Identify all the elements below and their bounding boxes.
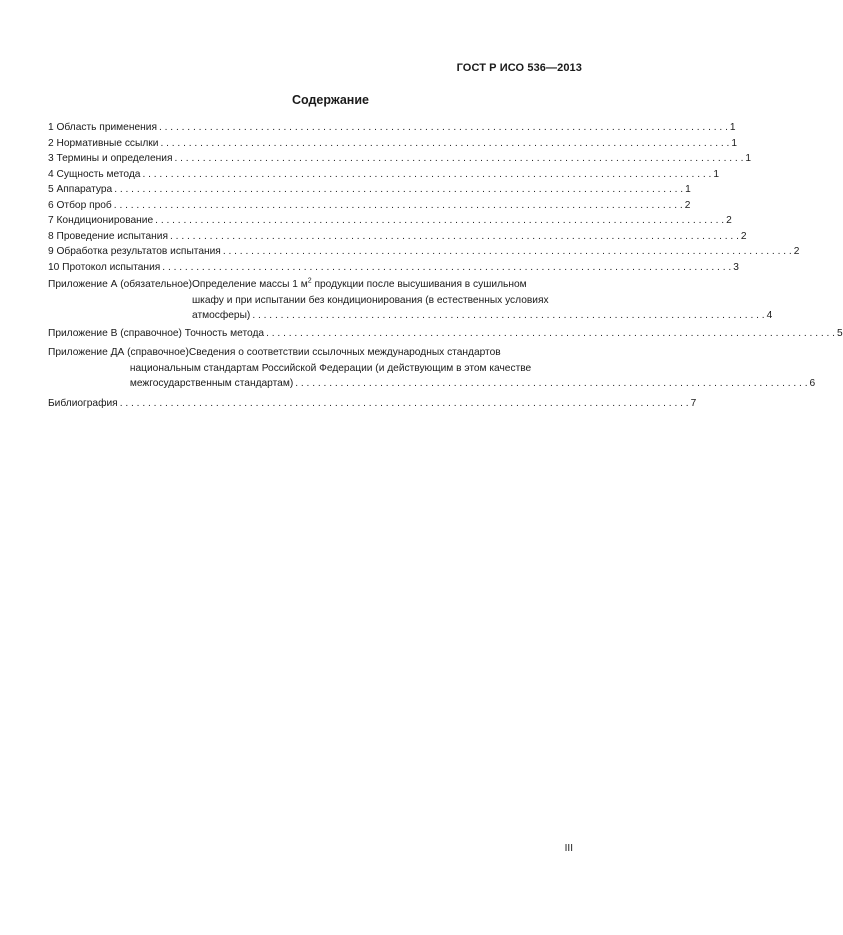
toc-entry-9[interactable]	[48, 244, 800, 260]
toc-entry-page: 1	[713, 168, 720, 180]
appendix-prefix: Приложение ДА (справочное)	[48, 347, 189, 358]
dot-leader	[295, 376, 807, 392]
toc-entry-page: 5	[837, 327, 843, 339]
toc-entry-text: 5 Аппаратура	[48, 184, 113, 195]
toc-appendix-da[interactable]	[48, 345, 816, 392]
dot-leader	[120, 396, 689, 412]
dot-leader	[160, 136, 729, 152]
dot-leader	[266, 326, 835, 342]
appendix-title: Точность метода	[184, 327, 265, 339]
dot-leader	[142, 167, 711, 183]
toc-entry-page: 1	[729, 122, 736, 133]
toc-entry-page: 6	[809, 378, 816, 389]
toc-entry-4[interactable]	[48, 167, 720, 183]
toc-bibliography[interactable]	[48, 396, 697, 412]
appendix-prefix: Приложение В (справочное)	[48, 327, 185, 339]
toc-entry-text: Библиография	[48, 397, 118, 409]
toc-entry-text: 9 Обработка результатов испытания	[48, 246, 221, 257]
appendix-title-line3: атмосферы)	[192, 310, 251, 321]
toc-entry-page: 3	[733, 261, 739, 273]
table-of-contents	[48, 120, 843, 411]
page-title: Содержание	[291, 93, 369, 107]
toc-entry-page: 2	[740, 230, 747, 242]
appendix-title-line1: Сведения о соответствии ссылочных международных стандартов	[188, 347, 501, 358]
toc-entry-text: 10 Протокол испытания	[48, 261, 161, 273]
toc-entry-10[interactable]	[48, 260, 739, 276]
toc-entry-6[interactable]	[48, 198, 691, 214]
appendix-title-line1-rest: продукции после высушивания в сушильном	[311, 279, 527, 290]
appendix-title-line2: шкафу и при испытании без кондиционирования (в естественных условиях	[192, 294, 549, 306]
dot-leader	[170, 229, 739, 245]
toc-entry-page: 2	[684, 199, 691, 211]
dot-leader	[252, 308, 764, 324]
toc-entry-text: 4 Сущность метода	[48, 168, 141, 180]
document-code: ГОСТ Р ИСО 536—2013	[456, 62, 582, 74]
superscript: 2	[307, 277, 312, 285]
dot-leader	[223, 244, 792, 260]
toc-entry-text: 8 Проведение испытания	[48, 230, 168, 242]
toc-entry-5[interactable]	[48, 182, 691, 198]
toc-entry-page: 1	[731, 137, 738, 149]
toc-entry-page: 1	[685, 184, 691, 195]
toc-entry-2[interactable]	[48, 136, 738, 152]
toc-entry-text: 7 Кондиционирование	[48, 215, 154, 226]
toc-entry-text: 3 Термины и определения	[48, 153, 173, 164]
appendix-title-line3: межгосударственным стандартам)	[129, 378, 294, 389]
toc-entry-1[interactable]	[48, 120, 736, 136]
toc-entry-3[interactable]	[48, 151, 752, 167]
page-number: III	[564, 843, 573, 854]
toc-entry-text: 6 Отбор проб	[48, 199, 112, 211]
toc-entry-page: 2	[793, 246, 800, 257]
appendix-title-line2: национальным стандартам Российской Федерации (и действующим в этом качестве	[129, 362, 532, 374]
dot-leader	[114, 198, 683, 214]
toc-entry-text: 1 Область применения	[48, 122, 157, 133]
dot-leader	[114, 182, 683, 198]
toc-entry-page: 1	[745, 153, 752, 164]
appendix-prefix: Приложение А (обязательное)	[48, 279, 192, 290]
toc-entry-page: 2	[726, 215, 732, 226]
toc-appendix-a[interactable]	[48, 277, 773, 324]
dot-leader	[159, 120, 728, 136]
toc-entry-text: 2 Нормативные ссылки	[48, 137, 159, 149]
toc-entry-7[interactable]	[48, 213, 732, 229]
dot-leader	[155, 213, 724, 229]
dot-leader	[174, 151, 743, 167]
dot-leader	[162, 260, 731, 276]
appendix-title-line1: Определение массы 1 м	[192, 279, 308, 290]
toc-entry-page: 7	[690, 397, 697, 409]
toc-entry-8[interactable]	[48, 229, 747, 245]
toc-appendix-b[interactable]	[48, 326, 843, 342]
toc-entry-page: 4	[766, 310, 773, 321]
